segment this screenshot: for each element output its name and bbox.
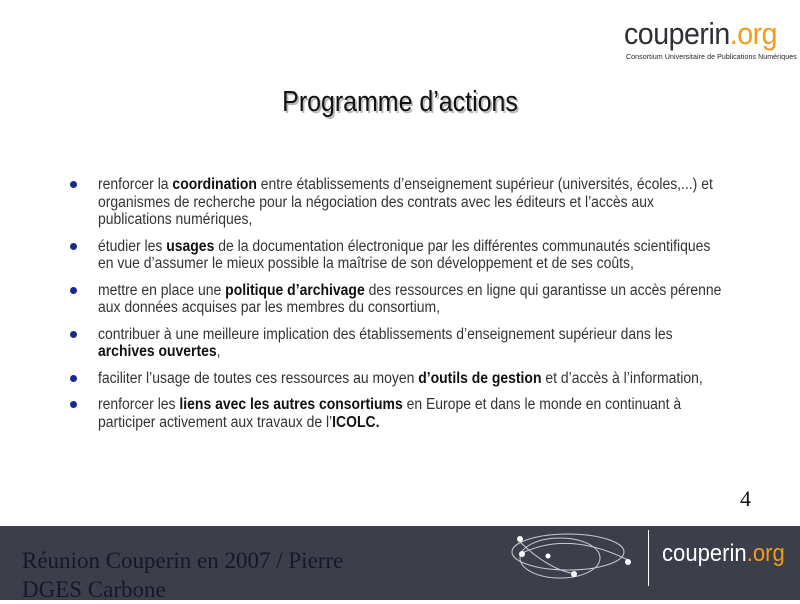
bullet-icon: [70, 331, 77, 338]
bullet-icon: [70, 181, 77, 188]
list-item: renforcer la coordination entre établissements d’enseignement supérieur (universités, écoles,...) et organismes de recherche pour la négociation des contrats avec les éditeurs et l’accès aux publications numériques,: [70, 176, 730, 229]
logo-tagline: Consortium Universitaire de Publications Numériques: [626, 54, 797, 61]
logo-wordmark: [624, 14, 778, 54]
slide-title: Programme d’actions: [282, 86, 518, 118]
footer-line-2: DGES Carbone: [22, 577, 166, 602]
footer-logo-word: couperin: [662, 540, 747, 567]
bullet-icon: [70, 375, 77, 382]
logo-word: couperin: [624, 16, 730, 51]
bullet-icon: [70, 287, 77, 294]
bullet-icon: [70, 401, 77, 408]
list-item: faciliter l’usage de toutes ces ressources au moyen d’outils de gestion et d’accès à l’information,: [70, 370, 730, 388]
bullet-icon: [70, 243, 77, 250]
list-item: contribuer à une meilleure implication des établissements d’enseignement supérieur dans les archives ouvertes,: [70, 326, 730, 361]
list-item: mettre en place une politique d’archivage des ressources en ligne qui garantisse un accès pérenne aux données acquises par les membres du consortium,: [70, 282, 730, 317]
footer-divider: [648, 530, 649, 586]
couperin-logo: [624, 14, 797, 74]
list-item: étudier les usages de la documentation électronique par les différentes communautés scientifiques en vue d’assumer le mieux possible la maîtrise de son développement et de ses coûts,: [70, 238, 730, 273]
logo-tld: .org: [729, 16, 778, 51]
footer-logo-tld: .org: [746, 540, 785, 567]
list-item: renforcer les liens avec les autres consortiums en Europe et dans le monde en continuant à participer activement aux travaux de l’ICOLC.: [70, 396, 730, 431]
footer-text: [22, 546, 442, 604]
footer-line-1: Réunion Couperin en 2007 / Pierre: [22, 548, 344, 573]
footer-logo: [662, 540, 785, 568]
page-number: 4: [740, 486, 751, 511]
action-list: [70, 176, 730, 440]
network-graphic-icon: [508, 530, 638, 582]
